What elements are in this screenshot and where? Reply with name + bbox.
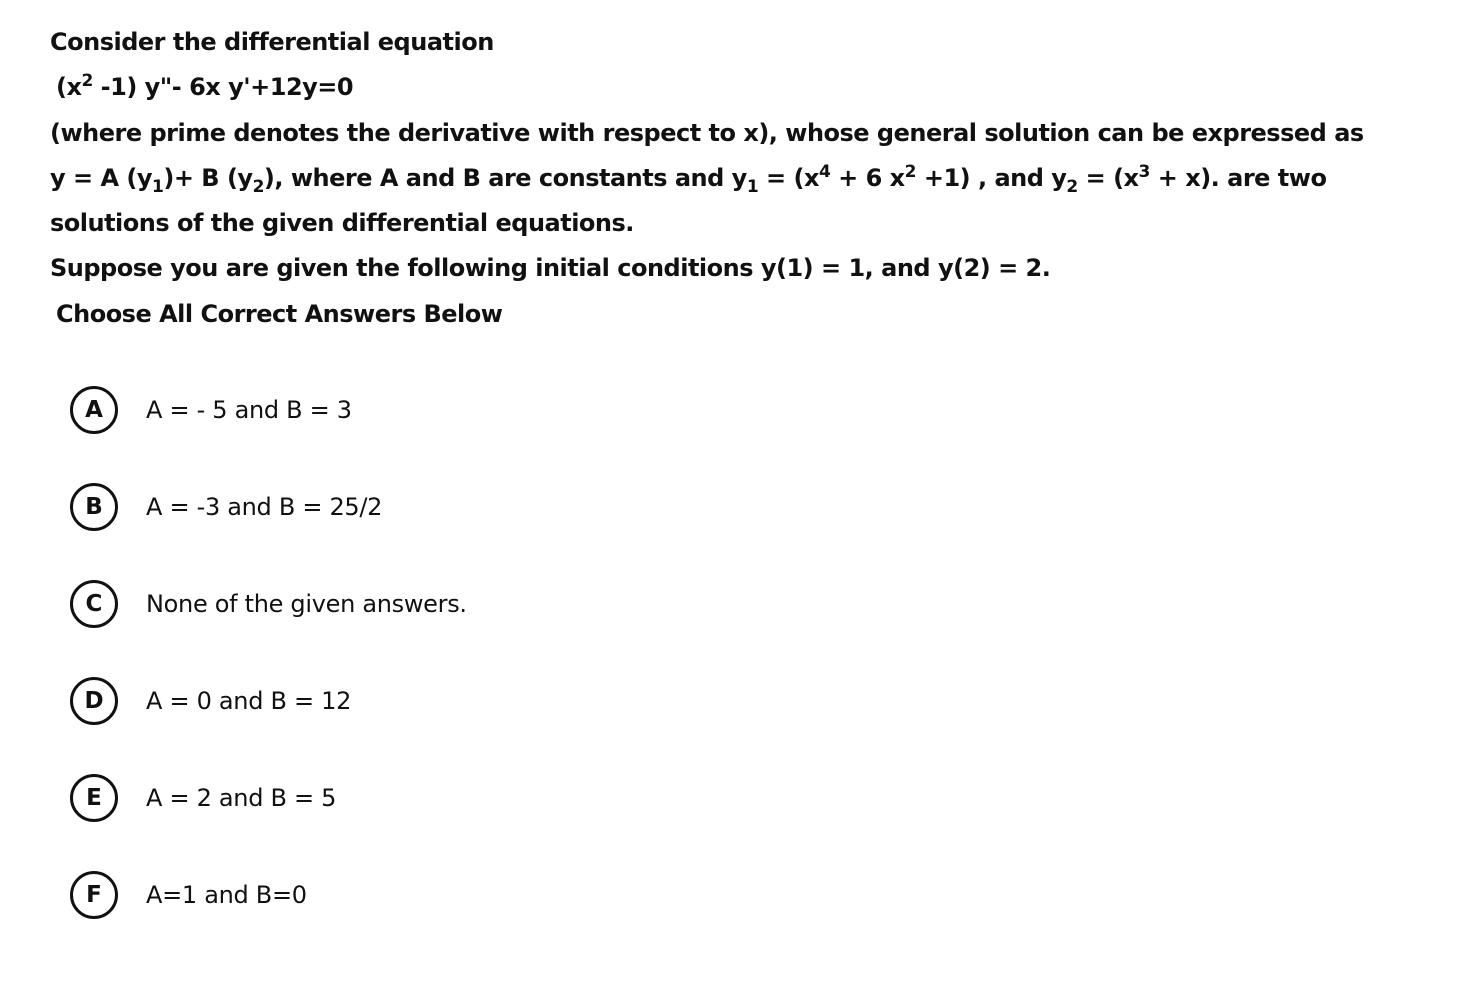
solution-subscript: 1 (152, 176, 164, 197)
choice-text: A = -3 and B = 25/2 (146, 493, 383, 521)
question-continuation: solutions of the given differential equations. (50, 209, 634, 238)
choice-c[interactable] (70, 580, 467, 677)
choice-f[interactable] (70, 871, 467, 968)
solution-part: ), where A and B are constants and y (263, 163, 747, 192)
initial-conditions: Suppose you are given the following initial conditions y(1) = 1, and y(2) = 2. (50, 254, 1051, 283)
choice-a[interactable] (70, 386, 467, 483)
choice-letter-badge: F (70, 871, 118, 919)
choice-text: A = 0 and B = 12 (146, 687, 352, 715)
solution-part: = (x (1077, 163, 1139, 192)
question-text (50, 22, 1470, 339)
differential-equation (50, 67, 1470, 112)
choice-b[interactable] (70, 483, 467, 580)
instruction: Choose All Correct Answers Below (56, 299, 503, 328)
solution-subscript: 2 (252, 176, 264, 197)
answer-choices (70, 386, 467, 968)
solution-subscript: 1 (746, 176, 759, 197)
solution-exponent: 3 (1138, 161, 1150, 182)
solution-exponent: 2 (904, 161, 916, 182)
equation-part: -1) y"- 6x y'+12y=0 (92, 73, 354, 102)
choice-text: A = 2 and B = 5 (146, 784, 337, 812)
choice-letter-badge: C (70, 580, 118, 628)
choice-letter-badge: E (70, 774, 118, 822)
question-intro: Consider the differential equation (50, 28, 494, 56)
solution-part: +1) , and y (916, 163, 1067, 192)
choice-letter-badge: D (70, 677, 118, 725)
solution-part: + 6 x (830, 163, 905, 192)
equation-part: (x (56, 73, 82, 102)
choice-text: A=1 and B=0 (146, 881, 307, 909)
solution-subscript: 2 (1066, 176, 1078, 197)
choice-text: None of the given answers. (146, 590, 467, 618)
choice-letter-badge: B (70, 483, 118, 531)
question-explanation: (where prime denotes the derivative with respect to x), whose general solution can be expressed as (50, 118, 1364, 147)
solution-part: )+ B (y (163, 163, 253, 192)
solution-part: + x). are two (1149, 163, 1327, 192)
choice-d[interactable] (70, 677, 467, 774)
solution-part: = (x (758, 163, 819, 192)
general-solution (50, 158, 1470, 203)
equation-exponent: 2 (81, 71, 93, 92)
choice-letter-badge: A (70, 386, 118, 434)
solution-exponent: 4 (818, 161, 831, 182)
choice-text: A = - 5 and B = 3 (146, 396, 352, 424)
choice-e[interactable] (70, 774, 467, 871)
solution-part: y = A (y (50, 163, 153, 192)
